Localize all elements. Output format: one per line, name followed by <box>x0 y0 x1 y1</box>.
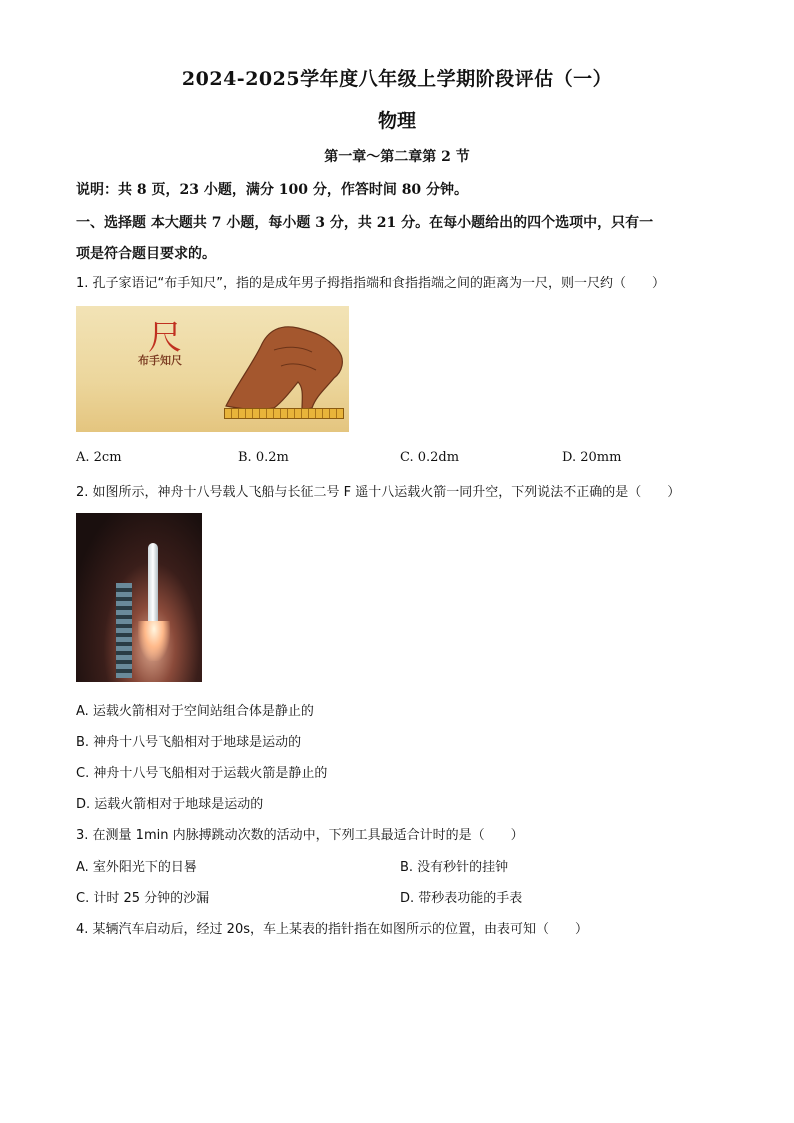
q3-option-b: B. 没有秒针的挂钟 <box>400 860 509 875</box>
launch-tower <box>116 583 132 678</box>
q2-option-c: C. 神舟十八号飞船相对于运载火箭是静止的 <box>76 766 328 781</box>
subject-heading: 物理 <box>377 110 416 132</box>
section-heading-line1: 一、选择题 本大题共 7 小题，每小题 3 分，共 21 分。在每小题给出的四个选项中，只有一 <box>76 215 654 231</box>
q1-option-a: A. 2cm <box>76 450 122 465</box>
question-2-image <box>76 513 202 682</box>
section-heading-line2: 项是符合题目要求的。 <box>76 246 216 262</box>
image-caption: 布手知尺 <box>138 354 182 367</box>
q1-option-d: D. 20mm <box>562 450 622 465</box>
page-title: 2024-2025学年度八年级上学期阶段评估（一） <box>181 68 613 90</box>
instructions-note: 说明：共 8 页，23 小题，满分 100 分，作答时间 80 分钟。 <box>76 182 469 198</box>
q2-option-b: B. 神舟十八号飞船相对于地球是运动的 <box>76 735 302 750</box>
q2-option-a: A. 运载火箭相对于空间站组合体是静止的 <box>76 704 314 719</box>
chi-character-glyph: 尺 <box>148 318 182 358</box>
q3-option-d: D. 带秒表功能的手表 <box>400 891 523 906</box>
chapter-range: 第一章～第二章第 2 节 <box>324 149 470 165</box>
q2-option-d: D. 运载火箭相对于地球是运动的 <box>76 797 264 812</box>
section-heading <box>76 208 726 270</box>
rocket-icon <box>148 543 158 623</box>
question-4-stem: 4. 某辆汽车启动后，经过 20s，车上某表的指针指在如图所示的位置，由表可知（ ） <box>76 922 588 937</box>
q3-option-a: A. 室外阳光下的日晷 <box>76 860 197 875</box>
rocket-flame <box>138 621 170 661</box>
question-2-stem: 2. 如图所示，神舟十八号载人飞船与长征二号 F 遥十八运载火箭一同升空，下列说法不正确的是（ ） <box>76 485 681 500</box>
q3-option-c: C. 计时 25 分钟的沙漏 <box>76 891 210 906</box>
ruler-bar <box>224 408 344 419</box>
q1-option-b: B. 0.2m <box>238 450 289 465</box>
question-3-stem: 3. 在测量 1min 内脉搏跳动次数的活动中，下列工具最适合计时的是（ ） <box>76 828 524 843</box>
q1-option-c: C. 0.2dm <box>400 450 460 465</box>
question-1-stem: 1. 孔子家语记“布手知尺”，指的是成年男子拇指指端和食指指端之间的距离为一尺，则一尺约（ ） <box>76 276 666 291</box>
question-1-image <box>76 306 349 432</box>
